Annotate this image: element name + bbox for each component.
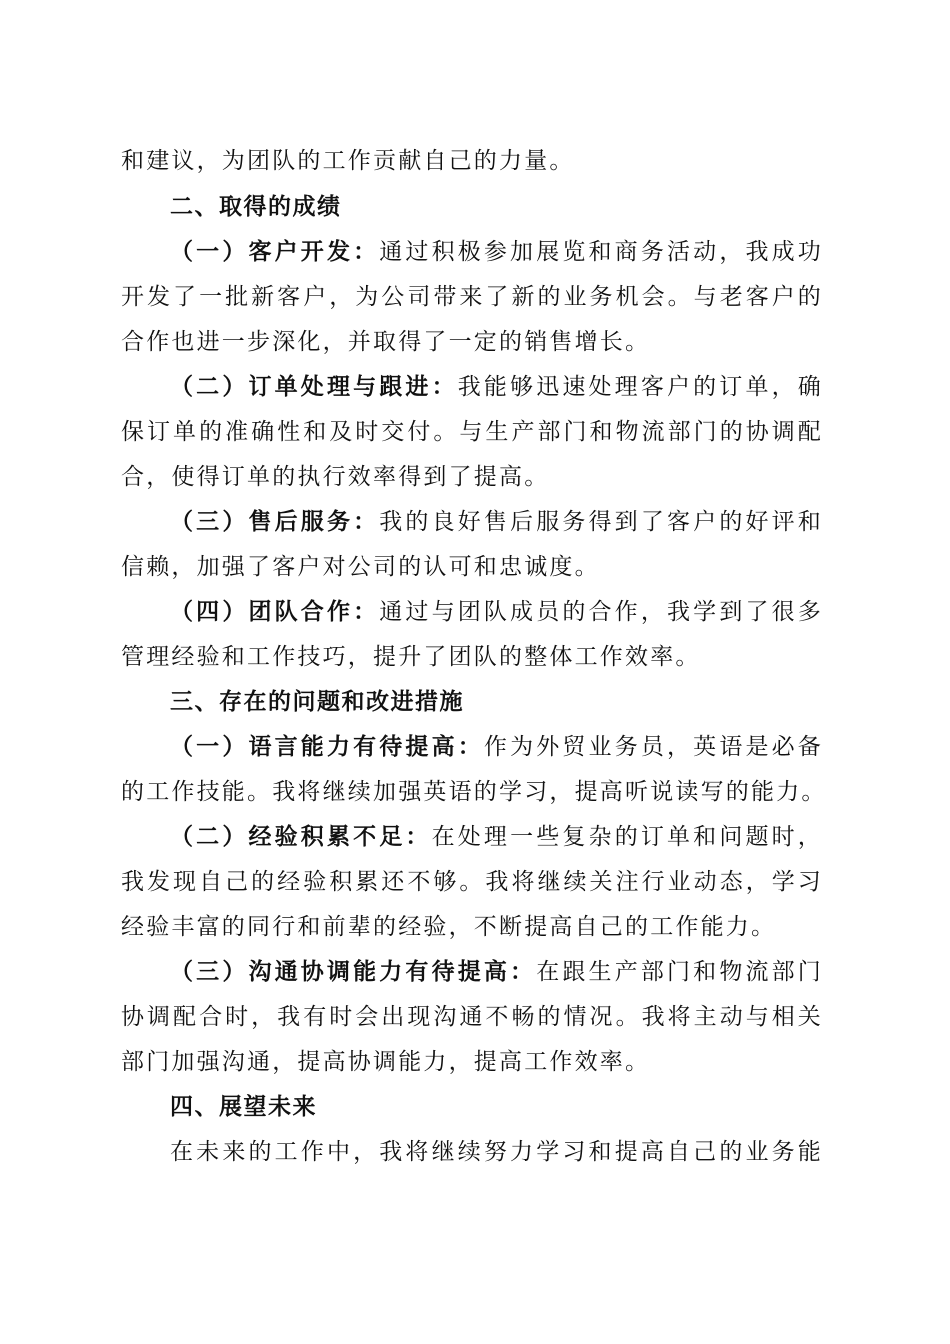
item-label: （二）经验积累不足： bbox=[170, 824, 432, 850]
section-heading: 二、取得的成绩 bbox=[170, 194, 342, 220]
item-label: （四）团队合作： bbox=[170, 599, 380, 625]
item-text: 在处理一些复杂的订单和问题时， bbox=[431, 824, 824, 850]
paragraph-line bbox=[170, 507, 823, 537]
item-label: （一）客户开发： bbox=[170, 239, 380, 265]
section-heading: 三、存在的问题和改进措施 bbox=[170, 689, 464, 715]
paragraph-line: 信赖，加强了客户对公司的认可和忠诚度。 bbox=[121, 554, 600, 580]
paragraph-line: 的工作技能。我将继续加强英语的学习，提高听说读写的能力。 bbox=[121, 779, 827, 805]
paragraph-line: 管理经验和工作技巧，提升了团队的整体工作效率。 bbox=[121, 644, 701, 670]
paragraph-line: 合作也进一步深化，并取得了一定的销售增长。 bbox=[121, 329, 651, 355]
paragraph-line: 部门加强沟通，提高协调能力，提高工作效率。 bbox=[121, 1049, 651, 1075]
paragraph-line bbox=[170, 732, 823, 762]
paragraph-line: 和建议，为团队的工作贡献自己的力量。 bbox=[121, 148, 575, 174]
paragraph-line: 经验丰富的同行和前辈的经验，不断提高自己的工作能力。 bbox=[121, 914, 777, 940]
paragraph-line: 开发了一批新客户，为公司带来了新的业务机会。与老客户的 bbox=[121, 284, 823, 310]
item-text: 我的良好售后服务得到了客户的好评和 bbox=[379, 509, 823, 535]
item-label: （三）沟通协调能力有待提高： bbox=[170, 959, 537, 985]
paragraph-line bbox=[170, 957, 823, 987]
section-heading: 四、展望未来 bbox=[170, 1094, 317, 1120]
item-label: （二）订单处理与跟进： bbox=[170, 374, 458, 400]
paragraph-line: 保订单的准确性和及时交付。与生产部门和物流部门的协调配 bbox=[121, 419, 823, 445]
paragraph-line: 协调配合时，我有时会出现沟通不畅的情况。我将主动与相关 bbox=[121, 1004, 823, 1030]
item-text: 在跟生产部门和物流部门 bbox=[536, 959, 823, 985]
item-text: 通过与团队成员的合作，我学到了很多 bbox=[379, 599, 823, 625]
paragraph-line bbox=[170, 597, 823, 627]
item-label: （一）语言能力有待提高： bbox=[170, 734, 484, 760]
paragraph-line: 合，使得订单的执行效率得到了提高。 bbox=[121, 464, 550, 490]
item-text: 通过积极参加展览和商务活动，我成功 bbox=[379, 239, 823, 265]
paragraph-line: 在未来的工作中，我将继续努力学习和提高自己的业务能 bbox=[170, 1139, 823, 1165]
paragraph-line bbox=[170, 822, 823, 852]
item-label: （三）售后服务： bbox=[170, 509, 380, 535]
paragraph-line: 我发现自己的经验积累还不够。我将继续关注行业动态，学习 bbox=[121, 869, 823, 895]
item-text: 作为外贸业务员，英语是必备 bbox=[483, 734, 823, 760]
item-text: 我能够迅速处理客户的订单，确 bbox=[457, 374, 823, 400]
paragraph-line bbox=[170, 372, 823, 402]
paragraph-line bbox=[170, 237, 823, 267]
